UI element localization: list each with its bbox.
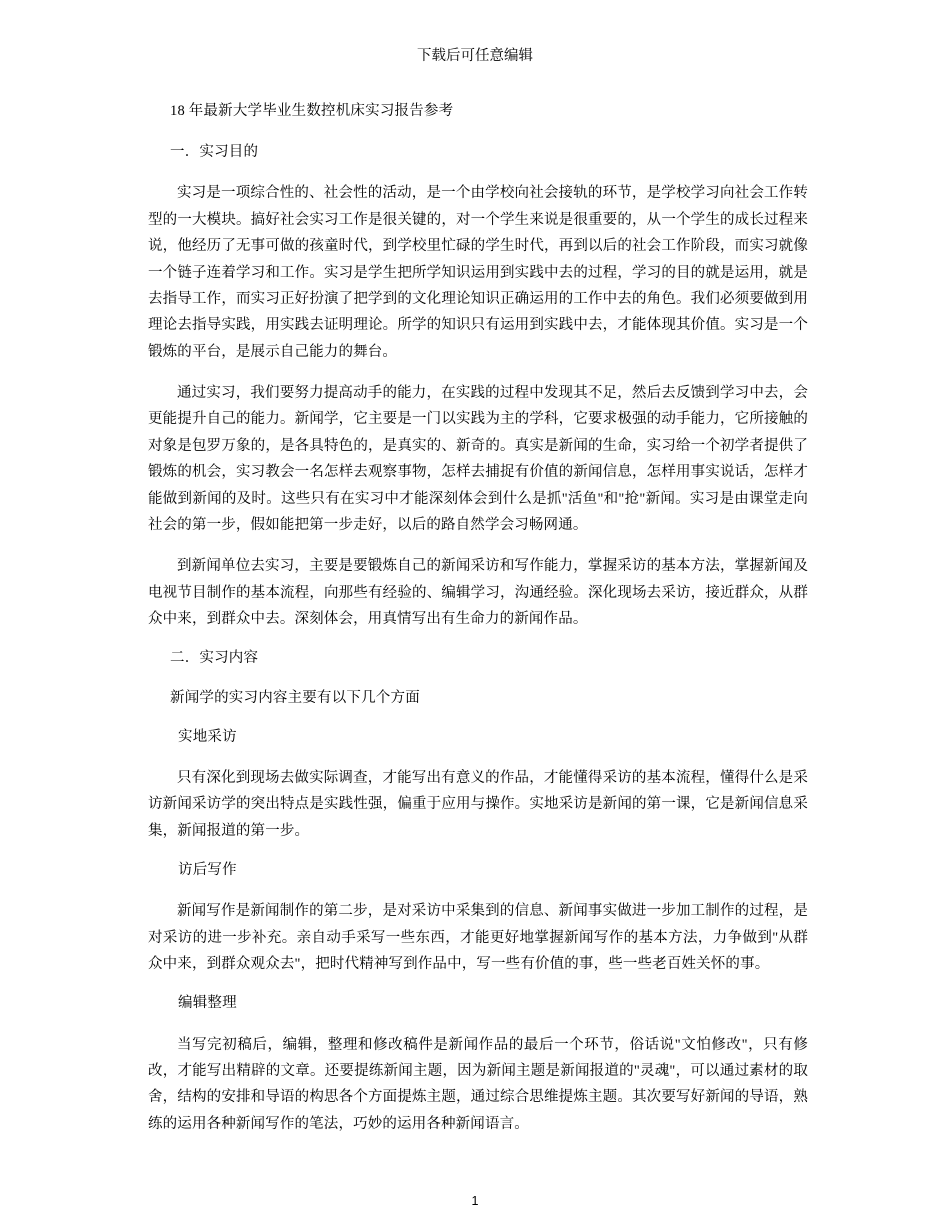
subsection-title: 编辑整理 [178,995,237,1012]
section-heading-one: 一．实习目的 [170,144,259,161]
section-heading-two: 二．实习内容 [170,650,259,667]
section-two-intro: 新闻学的实习内容主要有以下几个方面 [170,689,420,706]
paragraph: 通过实习，我们要努力提高动手的能力，在实践的过程中发现其不足，然后去反馈到学习中去，会更能提升自己的能力。新闻学，它主要是一门以实践为主的学科，它要求极强的动手能力，它所接触的对象是包罗万象的，是各具特色的，是真实的、新奇的。真实是新闻的生命，实习给一个初学者提供了锻炼的机会，实习教会一名怎样去观察事物，怎样去捕捉有价值的新闻信息，怎样用事实说话，怎样才能做到新闻的及时。这些只有在实习中才能深刻体会到什么是抓"活鱼"和"抢"新闻。实习是由课堂走向社会的第一步，假如能把第一步走好，以后的路自然学会习畅网通。 [148,385,808,533]
paragraph: 实习是一项综合性的、社会性的活动，是一个由学校向社会接轨的环节，是学校学习向社会工作转型的一大模块。搞好社会实习工作是很关键的，对一个学生来说是很重要的，从一个学生的成长过程来说，他经历了无事可做的孩童时代，到学校里忙碌的学生时代，再到以后的社会工作阶段，而实习就像一个链子连着学习和工作。实习是学生把所学知识运用到实践中去的过程，学习的目的就是运用，就是去指导工作，而实习正好扮演了把学到的文化理论知识正确运用的工作中去的角色。我们必须要做到用理论去指导实践，用实践去证明理论。所学的知识只有运用到实践中去，才能体现其价值。实习是一个锻炼的平台，是展示自己能力的舞台。 [148,185,808,360]
page-header: 下载后可任意编辑 [417,48,533,64]
subsection-title: 访后写作 [178,862,237,879]
paragraph: 新闻写作是新闻制作的第二步，是对采访中采集到的信息、新闻事实做进一步加工制作的过程，是对采访的进一步补充。亲自动手采写一些东西，才能更好地掌握新闻写作的基本方法，力争做到"从群众中来，到群众观众去"，把时代精神写到作品中，写一些有价值的事，些一些老百姓关怀的事。 [148,903,808,972]
document-body [148,100,808,1152]
document-title: 18 年最新大学毕业生数控机床实习报告参考 [170,103,454,119]
subsection-title: 实地采访 [178,728,237,745]
paragraph: 只有深化到现场去做实际调查，才能写出有意义的作品，才能懂得采访的基本流程，懂得什么是采访新闻采访学的突出特点是实践性强，偏重于应用与操作。实地采访是新闻的第一课，它是新闻信息采集，新闻报道的第一步。 [148,769,808,839]
page-number: 1 [471,1194,479,1208]
paragraph: 当写完初稿后，编辑，整理和修改稿件是新闻作品的最后一个环节，俗话说"文怕修改"，只有修改，才能写出精辟的文章。还要提练新闻主题，因为新闻主题是新闻报道的"灵魂"，可以通过素材的取舍，结构的安排和导语的构思各个方面提炼主题，通过综合思维提炼主题。其次要写好新闻的导语，熟练的运用各种新闻写作的笔法，巧妙的运用各种新闻语言。 [148,1036,808,1132]
paragraph: 到新闻单位去实习，主要是要锻炼自己的新闻采访和写作能力，掌握采访的基本方法，掌握新闻及电视节目制作的基本流程，向那些有经验的、编辑学习，沟通经验。深化现场去采访，接近群众，从群众中来，到群众中去。深刻体会，用真情写出有生命力的新闻作品。 [148,558,808,627]
